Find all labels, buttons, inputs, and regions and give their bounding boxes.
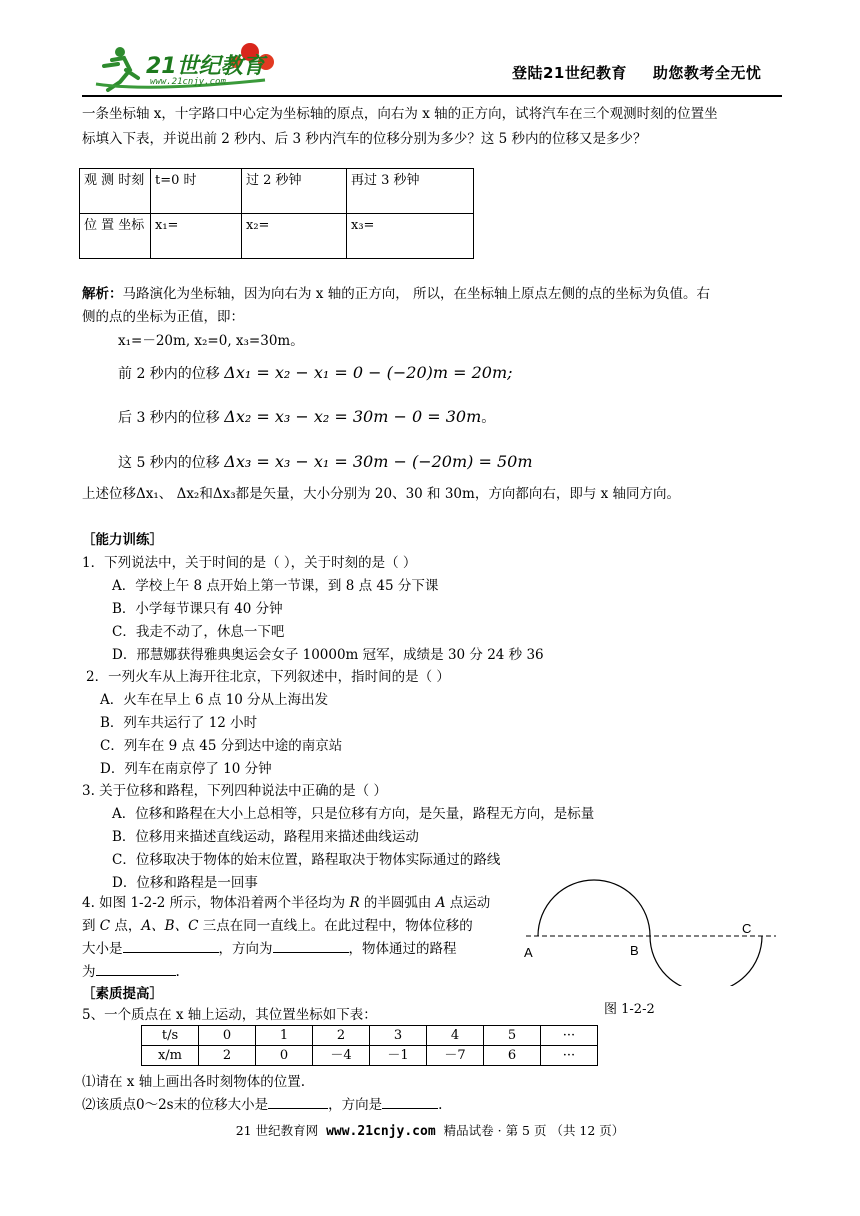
table-cell: 4 <box>427 1026 484 1046</box>
q4-text: ，物体通过的路程 <box>348 941 457 957</box>
lower-semicircle <box>650 936 762 986</box>
equation-1 <box>118 361 513 385</box>
table-cell: x/m <box>142 1046 199 1066</box>
question-1-option-a: A．学校上午 8 点开始上第一节课，到 8 点 45 分下课 <box>112 578 439 594</box>
footer-site: 21 世纪教育网 <box>235 1123 319 1138</box>
question-4-line-2 <box>82 916 522 936</box>
q4-text: 4. 如图 1-2-2 所示，物体沿着两个半径均为 <box>82 895 350 911</box>
question-3-stem: 3. 关于位移和路程，下列四种说法中正确的是（ ） <box>82 783 387 799</box>
table-cell: 5 <box>484 1026 541 1046</box>
question-1-option-d: D．邢慧娜获得雅典奥运会女子 10000m 冠军，成绩是 30 分 24 秒 36 <box>112 647 544 663</box>
question-3-option-c: C．位移取决于物体的始末位置，路程取决于物体实际通过的路线 <box>112 852 501 868</box>
intro-line-1: 一条坐标轴 x，十字路口中心定为坐标轴的原点，向右为 x 轴的正方向，试将汽车在三个观测时刻的位置坐 <box>82 106 718 122</box>
question-2-stem: 2．一列火车从上海开往北京，下列叙述中，指时间的是（ ） <box>86 669 450 685</box>
figure-caption: 图 1-2-2 <box>604 1002 655 1017</box>
figure-label-b: B <box>630 943 639 958</box>
logo-url: www.21cnjy.com <box>150 77 226 87</box>
q4-text: . <box>175 964 180 980</box>
page-footer <box>0 1122 860 1142</box>
question-2-option-b: B．列车共运行了 12 小时 <box>100 715 258 731</box>
equation-2 <box>118 405 495 429</box>
table-cell: 1 <box>256 1026 313 1046</box>
footer-page: 精品试卷 · 第 5 页 （共 12 页） <box>443 1123 625 1138</box>
q4-var-abc: A、B、C <box>141 918 199 934</box>
table-cell: x₃= <box>347 214 474 259</box>
analysis-label: 解析： <box>82 286 123 302</box>
q4-var-c: C <box>99 918 111 934</box>
question-2-option-c: C．列车在 9 点 45 分到达中途的南京站 <box>100 738 343 754</box>
equation-3-prefix: 这 5 秒内的位移 <box>118 455 220 471</box>
table-cell: ··· <box>541 1026 598 1046</box>
equation-2-formula: Δx₂ = x₃ − x₂ = 30m − 0 = 30m <box>224 407 482 426</box>
section-heading-ability: ［能力训练］ <box>82 532 163 548</box>
table-cell: 2 <box>199 1046 256 1066</box>
figure-label-a: A <box>524 945 533 960</box>
question-2-option-d: D．列车在南京停了 10 分钟 <box>100 761 272 777</box>
header-rule <box>82 95 782 97</box>
table-cell: 0 <box>199 1026 256 1046</box>
analysis-line-1 <box>82 284 782 304</box>
q4-var-r: R <box>349 895 360 911</box>
table-row <box>80 169 474 214</box>
equation-1-formula: Δx₁ = x₂ − x₁ = 0 − (−20)m = 20m; <box>224 363 513 382</box>
q4-text: ，方向为 <box>218 941 273 957</box>
logo <box>90 40 285 95</box>
table-cell: 6 <box>484 1046 541 1066</box>
table-cell: x₁= <box>151 214 242 259</box>
analysis-text-2: 侧的点的坐标为正值，即： <box>82 309 244 325</box>
table-row <box>142 1026 598 1046</box>
question-1-option-c: C．我走不动了，休息一下吧 <box>112 624 285 640</box>
equation-2-prefix: 后 3 秒内的位移 <box>118 410 220 426</box>
answer-blank-q5-direction[interactable] <box>382 1096 438 1109</box>
q5-text: . <box>438 1097 443 1113</box>
q4-text: 到 <box>82 918 100 934</box>
table-cell: t/s <box>142 1026 199 1046</box>
table-cell: －1 <box>370 1046 427 1066</box>
table-cell: 0 <box>256 1046 313 1066</box>
table-row <box>80 214 474 259</box>
q5-text: ，方向是 <box>328 1097 383 1113</box>
table-cell: ··· <box>541 1046 598 1066</box>
table-cell: x₂= <box>242 214 347 259</box>
question-2-option-a: A．火车在早上 6 点 10 分从上海出发 <box>100 692 329 708</box>
equation-2-suffix: 。 <box>481 410 496 426</box>
question-4-line-1 <box>82 893 522 913</box>
question-4-line-3 <box>82 939 522 959</box>
table-cell: 过 2 秒钟 <box>242 169 347 214</box>
q4-text: 点运动 <box>445 895 491 911</box>
slogan-right: 助您教考全无忧 <box>652 64 762 82</box>
section-heading-quality: ［素质提高］ <box>82 986 163 1002</box>
table-row <box>142 1046 598 1066</box>
q5-text: ⑵该质点0～2s末的位移大小是 <box>82 1097 269 1113</box>
logo-text: 21世纪教育 <box>146 54 265 79</box>
table-cell: －4 <box>313 1046 370 1066</box>
question-3-option-a: A．位移和路程在大小上总相等，只是位移有方向，是矢量，路程无方向，是标量 <box>112 806 595 822</box>
q4-text: 为 <box>82 964 96 980</box>
slogan-left: 登陆21世纪教育 <box>512 64 627 82</box>
intro-line-2: 标填入下表，并说出前 2 秒内、后 3 秒内汽车的位移分别为多少？这 5 秒内的位移又是多少？ <box>82 131 647 147</box>
q4-text: 三点在同一直线上。在此过程中，物体位移的 <box>198 918 473 934</box>
q4-text: 大小是 <box>82 941 123 957</box>
equation-1-prefix: 前 2 秒内的位移 <box>118 366 220 382</box>
question-1-stem: 1．下列说法中，关于时间的是（ ），关于时刻的是（ ） <box>82 555 417 571</box>
question-1-option-b: B．小学每节课只有 40 分钟 <box>112 601 283 617</box>
answer-blank-displacement[interactable] <box>123 940 219 953</box>
footer-url[interactable]: www.21cnjy.com <box>326 1124 436 1139</box>
analysis-text-1: 马路演化为坐标轴，因为向右为 x 轴的正方向， 所以，在坐标轴上原点左侧的点的坐标为负值。右 <box>122 286 710 302</box>
table-cell: t=0 时 <box>151 169 242 214</box>
table-cell: 再过 3 秒钟 <box>347 169 474 214</box>
table-cell: 观 测 时刻 <box>80 169 151 214</box>
question-5-sub-2 <box>82 1095 782 1115</box>
q4-text: 点， <box>110 918 142 934</box>
question-5-stem: 5、一个质点在 x 轴上运动，其位置坐标如下表： <box>82 1007 377 1023</box>
table-cell: 3 <box>370 1026 427 1046</box>
q4-var-a: A <box>435 895 446 911</box>
answer-blank-magnitude[interactable] <box>268 1096 328 1109</box>
equation-3 <box>118 450 533 474</box>
analysis-conclusion: 上述位移Δx₁、 Δx₂和Δx₃都是矢量，大小分别为 20、30 和 30m，方向都向右，即与 x 轴同方向。 <box>82 486 681 502</box>
figure-label-c: C <box>742 921 752 936</box>
question-4-line-4 <box>82 962 522 982</box>
question-3-option-d: D．位移和路程是一回事 <box>112 875 258 891</box>
position-table <box>141 1025 598 1066</box>
table-cell: 2 <box>313 1026 370 1046</box>
equation-3-formula: Δx₃ = x₃ − x₁ = 30m − (−20m) = 50m <box>224 452 533 471</box>
answer-blank-direction[interactable] <box>273 940 349 953</box>
header-slogan <box>512 62 761 85</box>
table-cell: 位 置 坐标 <box>80 214 151 259</box>
question-5-sub-1: ⑴请在 x 轴上画出各时刻物体的位置. <box>82 1074 305 1090</box>
analysis-values: x₁=－20m, x₂=0, x₃=30m。 <box>118 333 304 349</box>
table-cell: －7 <box>427 1046 484 1066</box>
question-3-option-b: B．位移用来描述直线运动，路程用来描述曲线运动 <box>112 829 419 845</box>
upper-semicircle <box>538 880 650 936</box>
answer-blank-path[interactable] <box>96 963 176 976</box>
q4-text: 的半圆弧由 <box>359 895 436 911</box>
observation-table <box>79 168 474 259</box>
